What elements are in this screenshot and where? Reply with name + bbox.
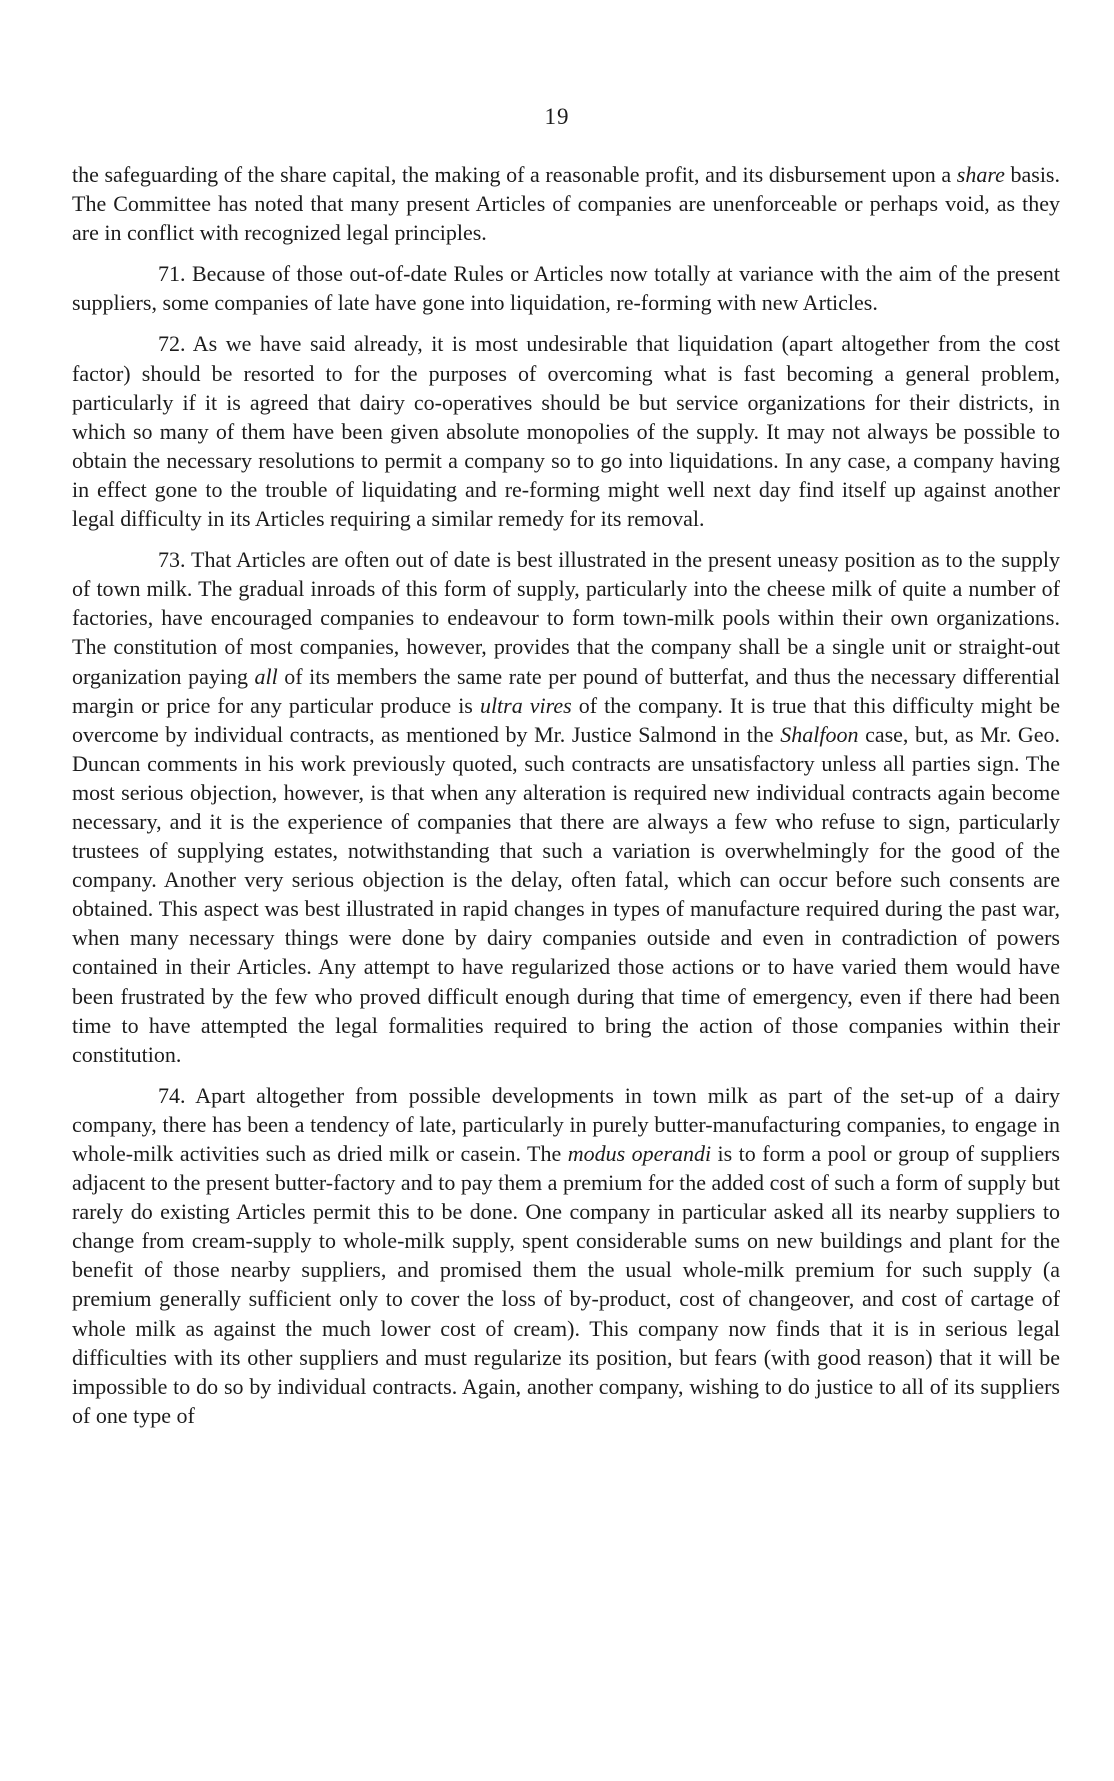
text-segment: Because of those out-of-date Rules or Articles now totally at variance with the aim of the present suppliers, some companies of late have gone into liquidation, re-forming with new Articles.: [72, 261, 1061, 316]
italic-text: ultra vires: [479, 692, 572, 718]
body-text: [72, 160, 1060, 1430]
text-segment: is to form a pool or group of suppliers adjacent to the present butter-factory and to pay them a premium for the added cost of such a form of supply but rarely do existing Articles permit this to be done. One company in particular asked all its nearby suppliers to change from cream-supply to whole-milk supply, spent considerable sums on new buildings and plant for the benefit of those nearby suppliers, and promised them the usual whole-milk premium for such supply (a premium generally sufficient only to cover the loss of by-product, cost of changeover, and cost of cartage of whole milk as against the much lower cost of cream). This company now finds that it is in serious legal difficulties with its other suppliers and must regularize its position, but fears (with good reason) that it will be impossible to do so by individual contracts. Again, another company, wishing to do justice to all of its suppliers of one type of: [72, 1141, 1060, 1428]
paragraph: [72, 259, 1060, 317]
text-segment: As we have said already, it is most undesirable that liquidation (apart altogether from the cost factor) should be resorted to for the purposes of overcoming what is fast becoming a general problem, particularly if it is agreed that dairy co-operatives should be but service organizations for their districts, in which so many of them have been given absolute monopolies of the supply. It may not always be possible to obtain the necessary resolutions to permit a company so to go into liquidations. In any case, a company having in effect gone to the trouble of liquidating and re-forming might well next day find itself up against another legal difficulty in its Articles requiring a similar remedy for its removal.: [72, 331, 1060, 532]
italic-text: all: [254, 663, 278, 689]
paragraph-number: 74.: [158, 1082, 186, 1108]
text-segment: case, but, as Mr. Geo. Duncan comments in his work previously quoted, such contracts are unsatisfactory unless all parties sign. The most serious objection, however, is that when any alteration is required new individual contracts again become necessary, and it is the experience of companies that there are always a few who refuse to sign, particularly trustees of supplying estates, notwithstanding that such a variation is overwhelmingly for the good of the company. Another very serious objection is the delay, often fatal, which can occur before such consents are obtained. This aspect was best illustrated in rapid changes in types of manufacture required during the past war, when many necessary things were done by dairy companies outside and even in contradiction of powers contained in their Articles. Any attempt to have regularized those actions or to have varied them would have been frustrated by the few who proved difficult enough during that time of emergency, even if there had been time to have attempted the legal formalities required to bring the action of those companies within their constitution.: [72, 721, 1060, 1067]
text-segment: of its members the same rate per pound of butterfat, and thus the necessary differential margin or price for any particular produce is: [72, 663, 1061, 718]
paragraph-number: 72.: [158, 331, 186, 357]
text-segment: Apart altogether from possible developments in town milk as part of the set-up of a dairy company, there has been a tendency of late, particularly in purely butter-manufacturing companies, to engage in whole-milk activities such as dried milk or casein. The: [72, 1082, 1060, 1166]
paragraph-number: 71.: [158, 261, 186, 287]
paragraph: [72, 329, 1060, 533]
text-segment: the safeguarding of the share capital, the making of a reasonable profit, and its disbursement upon a: [72, 162, 957, 187]
paragraph: [72, 160, 1060, 247]
italic-text: modus operandi: [567, 1141, 712, 1166]
page-number: 19: [544, 104, 570, 129]
text-segment: That Articles are often out of date is best illustrated in the present uneasy position as to the supply of town milk. The gradual inroads of this form of supply, particularly into the cheese milk of quite a number of factories, have encouraged companies to endeavour to form town-milk pools within their own organizations. The constitution of most companies, however, provides that the company shall be a single unit or straight-out organization paying: [72, 547, 1060, 689]
italic-text: Shalfoon: [780, 721, 859, 747]
paragraph: [72, 1081, 1060, 1430]
paragraph-number: 73.: [158, 547, 186, 573]
italic-text: share: [956, 162, 1005, 187]
paragraph: [72, 545, 1060, 1069]
text-segment: of the company. It is true that this difficulty might be overcome by individual contracts, as mentioned by Mr. Justice Salmond in the: [72, 692, 1060, 747]
text-segment: basis. The Committee has noted that many present Articles of companies are unenforceable or perhaps void, as they are in conflict with recognized legal principles.: [72, 162, 1060, 246]
